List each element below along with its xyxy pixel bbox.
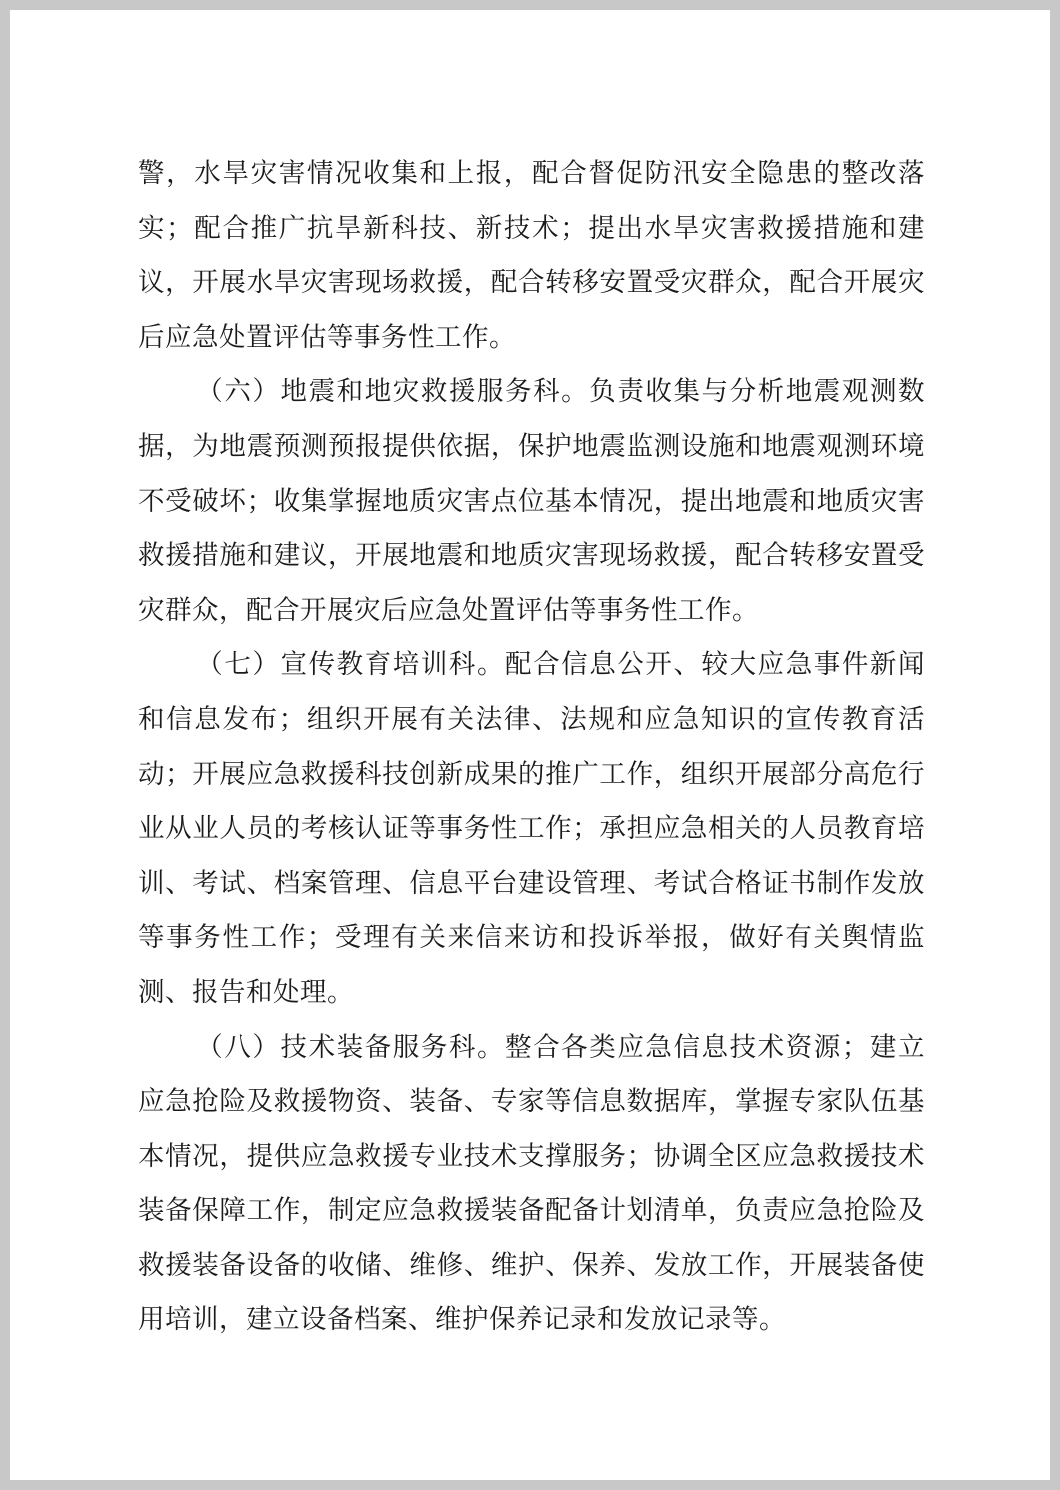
paragraph-text: 警，水旱灾害情况收集和上报，配合督促防汛安全隐患的整改落实；配合推广抗旱新科技、新技术；提出水旱灾害救援措施和建议，开展水旱灾害现场救援，配合转移安置受灾群众，配合开展灾后应急处置评估等事务性工作。 bbox=[138, 158, 925, 353]
section-heading: （八）技术装备服务科。 bbox=[196, 1031, 506, 1063]
section-heading: （七）宣传教育培训科。 bbox=[196, 649, 506, 681]
paragraph-text: 整合各类应急信息技术资源；建立应急抢险及救援物资、装备、专家等信息数据库，掌握专家队伍基本情况，提供应急救援专业技术支撑服务；协调全区应急救援技术装备保障工作，制定应急救援装备配备计划清单，负责应急抢险及救援装备设备的收储、维修、维护、保养、发放工作，开展装备使用培训，建立设备档案、维护保养记录和发放记录等。 bbox=[138, 1031, 926, 1336]
paragraph-section-8 bbox=[138, 1021, 925, 1349]
document-body bbox=[138, 147, 925, 1348]
document-page bbox=[10, 10, 1050, 1480]
paragraph-section-7 bbox=[138, 638, 925, 1020]
paragraph-text: 负责收集与分析地震观测数据，为地震预测预报提供依据，保护地震监测设施和地震观测环境不受破坏；收集掌握地质灾害点位基本情况，提出地震和地质灾害救援措施和建议，开展地震和地质灾害现场救援，配合转移安置受灾群众，配合开展灾后应急处置评估等事务性工作。 bbox=[138, 376, 926, 626]
paragraph-section-6 bbox=[138, 365, 925, 638]
section-heading: （六）地震和地灾救援服务科。 bbox=[196, 376, 590, 408]
paragraph-text: 配合信息公开、较大应急事件新闻和信息发布；组织开展有关法律、法规和应急知识的宣传教育活动；开展应急救援科技创新成果的推广工作，组织开展部分高危行业从业人员的考核认证等事务性工作；承担应急相关的人员教育培训、考试、档案管理、信息平台建设管理、考试合格证书制作发放等事务性工作；受理有关来信来访和投诉举报，做好有关舆情监测、报告和处理。 bbox=[138, 649, 926, 1008]
paragraph-continuation bbox=[138, 147, 925, 365]
